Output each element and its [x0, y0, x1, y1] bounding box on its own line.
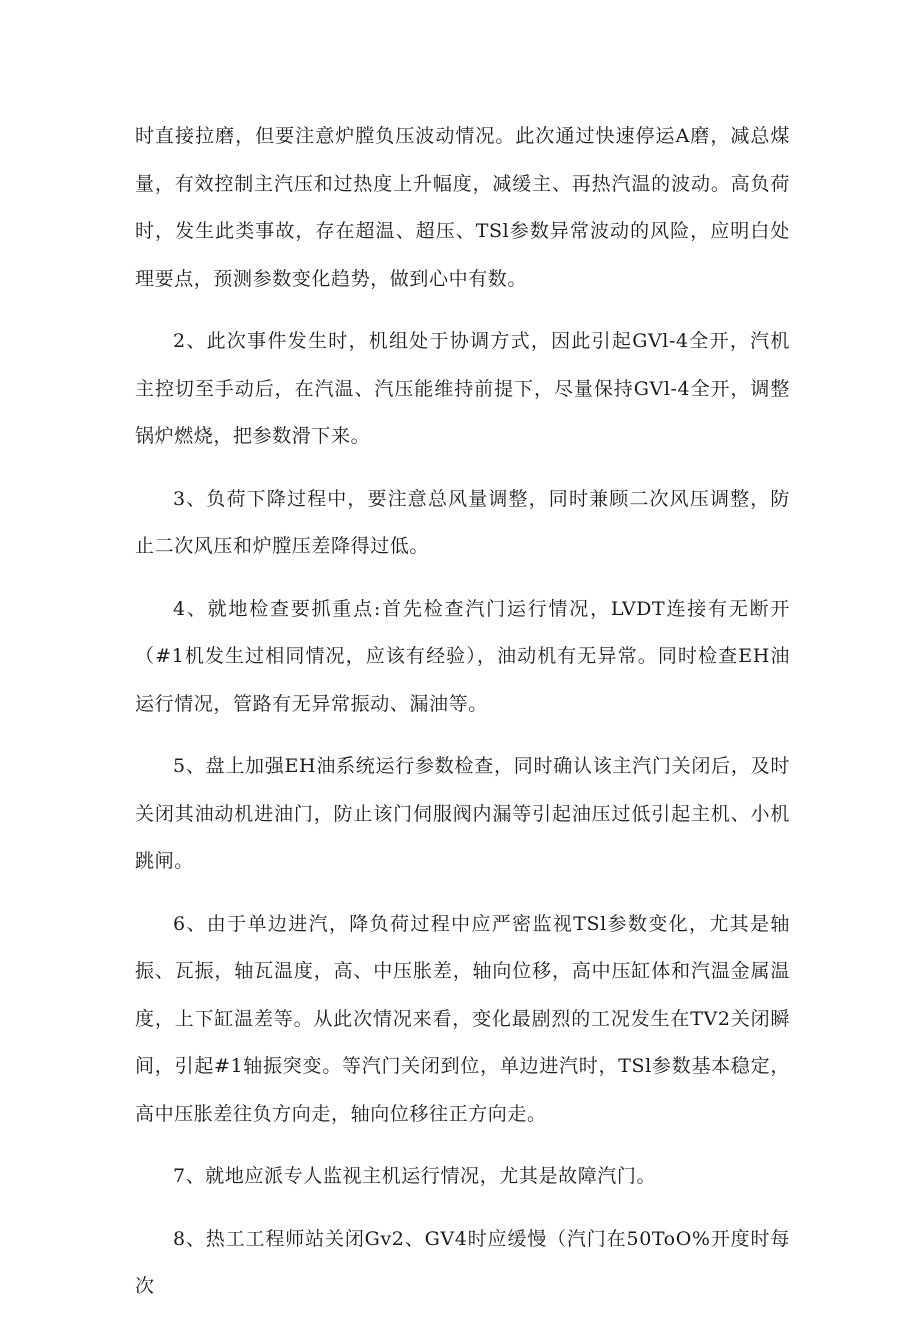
- paragraph-continuation: 时直接拉磨，但要注意炉膛负压波动情况。此次通过快速停运A磨，减总煤量，有效控制主汽压和过热度上升幅度，减缓主、再热汽温的波动。高负荷时，发生此类事故，存在超温、超压、TSl参数异常波动的风险，应明白处理要点，预测参数变化趋势，做到心中有数。: [135, 125, 790, 290]
- paragraph-item-8: 8、热工工程师站关闭Gv2、GV4时应缓慢（汽门在50ToO%开度时每次: [135, 1227, 790, 1297]
- paragraph-item-6: 6、由于单边进汽，降负荷过程中应严密监视TSl参数变化，尤其是轴振、瓦振，轴瓦温度，高、中压胀差，轴向位移，高中压缸体和汽温金属温度，上下缸温差等。从此次情况来看，变化最剧烈的工况发生在TV2关闭瞬间，引起#1轴振突变。等汽门关闭到位，单边进汽时，TSl参数基本稳定，高中压胀差往负方向走，轴向位移往正方向走。: [135, 912, 790, 1125]
- paragraph-item-7: 7、就地应派专人监视主机运行情况，尤其是故障汽门。: [173, 1165, 657, 1187]
- paragraph-item-2: 2、此次事件发生时，机组处于协调方式，因此引起GVl-4全开，汽机主控切至手动后，在汽温、汽压能维持前提下，尽量保持GVl-4全开，调整锅炉燃烧，把参数滑下来。: [135, 330, 790, 447]
- paragraph-item-4: 4、就地检查要抓重点:首先检查汽门运行情况，LVDT连接有无断开（#1机发生过相同情况，应该有经验），油动机有无异常。同时检查EH油运行情况，管路有无异常振动、漏油等。: [135, 597, 790, 715]
- paragraph-item-3: 3、负荷下降过程中，要注意总风量调整，同时兼顾二次风压调整，防止二次风压和炉膛压差降得过低。: [135, 487, 790, 557]
- document-body: [135, 113, 790, 1326]
- paragraph-item-5: 5、盘上加强EH油系统运行参数检查，同时确认该主汽门关闭后，及时关闭其油动机进油门，防止该门伺服阀内漏等引起油压过低引起主机、小机跳闸。: [135, 755, 790, 872]
